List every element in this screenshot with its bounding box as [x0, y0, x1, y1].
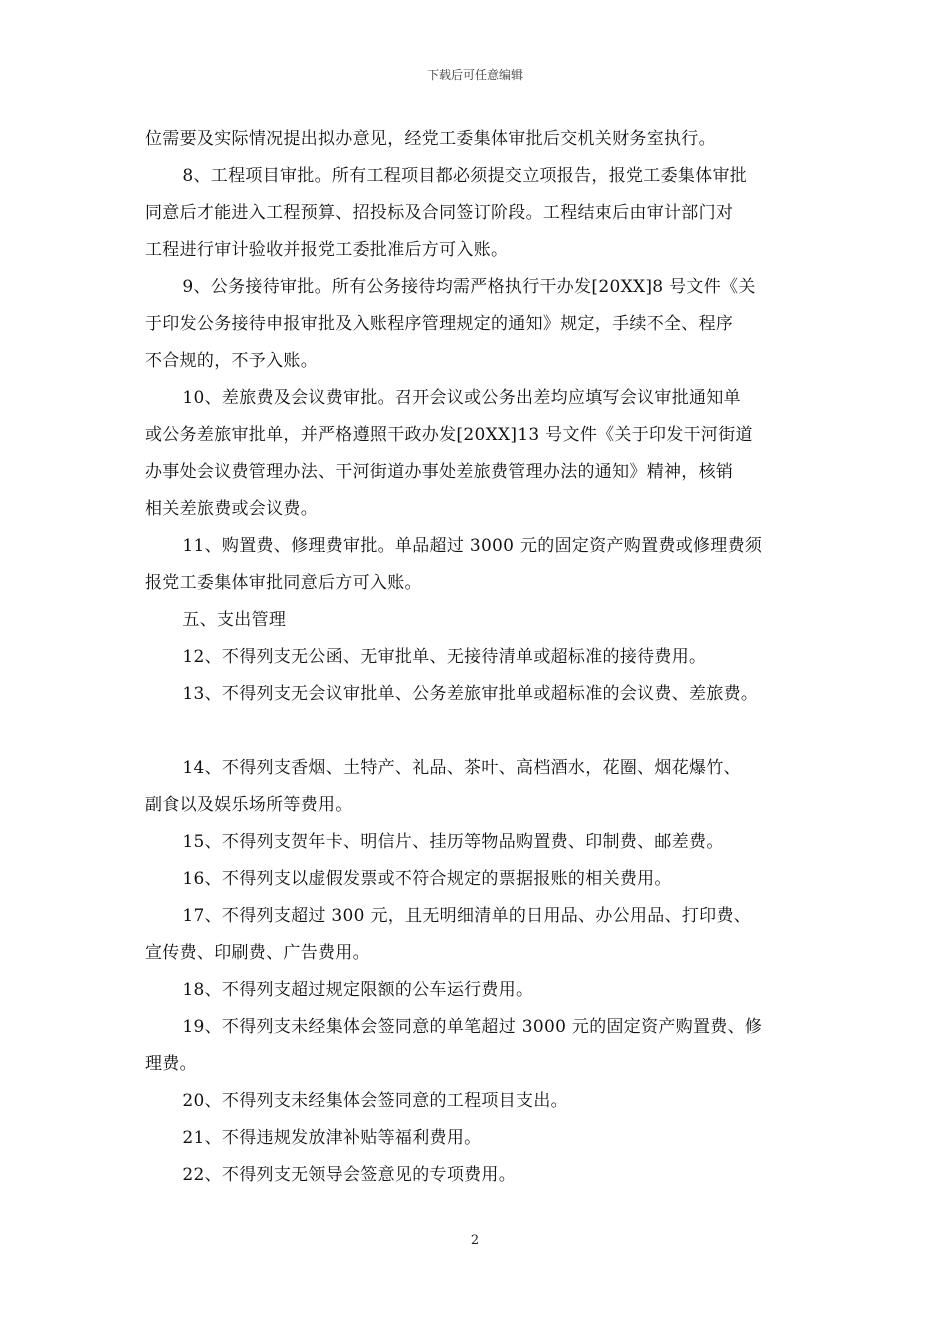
paragraph-item-22 [145, 1157, 825, 1194]
text-line: 相关差旅费或会议费。 [145, 499, 318, 519]
text-line: 理费。 [145, 1054, 197, 1074]
text-line: 17、不得列支超过 300 元，且无明细清单的日用品、办公用品、打印费、 [182, 906, 752, 926]
paragraph-item-18 [145, 972, 825, 1009]
paragraph-item-8 [145, 158, 825, 269]
text-line: 办事处会议费管理办法、干河街道办事处差旅费管理办法的通知》精神，核销 [145, 462, 734, 482]
text-line: 20、不得列支未经集体会签同意的工程项目支出。 [182, 1091, 568, 1111]
text-line: 10、差旅费及会议费审批。召开会议或公务出差均应填写会议审批通知单 [182, 388, 741, 408]
paragraph-item-13 [145, 676, 825, 713]
page-number: 2 [470, 1233, 480, 1248]
text-line: 位需要及实际情况提出拟办意见，经党工委集体审批后交机关财务室执行。 [145, 129, 716, 149]
text-line: 12、不得列支无公函、无审批单、无接待清单或超标准的接待费用。 [182, 647, 707, 667]
text-line: 同意后才能进入工程预算、招投标及合同签订阶段。工程结束后由审计部门对 [145, 203, 734, 223]
text-line: 五、支出管理 [182, 610, 287, 630]
text-line: 不合规的，不予入账。 [145, 351, 318, 371]
text-line: 副食以及娱乐场所等费用。 [145, 795, 353, 815]
text-line: 报党工委集体审批同意后方可入账。 [145, 573, 422, 593]
text-line: 21、不得违规发放津补贴等福利费用。 [182, 1128, 482, 1148]
paragraph-item-20 [145, 1083, 825, 1120]
text-line: 13、不得列支无会议审批单、公务差旅审批单或超标准的会议费、差旅费。 [182, 684, 759, 704]
text-line: 于印发公务接待申报审批及入账程序管理规定的通知》规定，手续不全、程序 [145, 314, 734, 334]
section-heading [145, 602, 825, 639]
text-line: 或公务差旅审批单，并严格遵照干政办发[20XX]13 号文件《关于印发干河街道 [145, 425, 753, 445]
text-line: 11、购置费、修理费审批。单品超过 3000 元的固定资产购置费或修理费须 [182, 536, 763, 556]
paragraph-1 [145, 121, 825, 158]
text-line: 18、不得列支超过规定限额的公车运行费用。 [182, 980, 534, 1000]
text-line: 22、不得列支无领导会签意见的专项费用。 [182, 1165, 517, 1185]
text-line: 8、工程项目审批。所有工程项目都必须提交立项报告，报党工委集体审批 [182, 166, 748, 186]
text-line: 19、不得列支未经集体会签同意的单笔超过 3000 元的固定资产购置费、修 [182, 1017, 763, 1037]
paragraph-item-16 [145, 861, 825, 898]
text-line: 15、不得列支贺年卡、明信片、挂历等物品购置费、印制费、邮差费。 [182, 832, 724, 852]
paragraph-item-15 [145, 824, 825, 861]
paragraph-item-12 [145, 639, 825, 676]
paragraph-item-19 [145, 1009, 825, 1083]
text-line: 宣传费、印刷费、广告费用。 [145, 943, 370, 963]
paragraph-item-9 [145, 269, 825, 380]
text-line: 9、公务接待审批。所有公务接待均需严格执行干办发[20XX]8 号文件《关 [182, 277, 756, 297]
paragraph-item-14 [145, 750, 825, 824]
document-body [145, 121, 825, 1194]
text-line: 14、不得列支香烟、土特产、礼品、茶叶、高档酒水，花圈、烟花爆竹、 [182, 758, 741, 778]
paragraph-item-11 [145, 528, 825, 602]
paragraph-item-17 [145, 898, 825, 972]
page-header: 下载后可任意编辑 [426, 68, 523, 82]
paragraph-item-21 [145, 1120, 825, 1157]
text-line: 16、不得列支以虚假发票或不符合规定的票据报账的相关费用。 [182, 869, 672, 889]
paragraph-item-10 [145, 380, 825, 528]
text-line: 工程进行审计验收并报党工委批准后方可入账。 [145, 240, 509, 260]
